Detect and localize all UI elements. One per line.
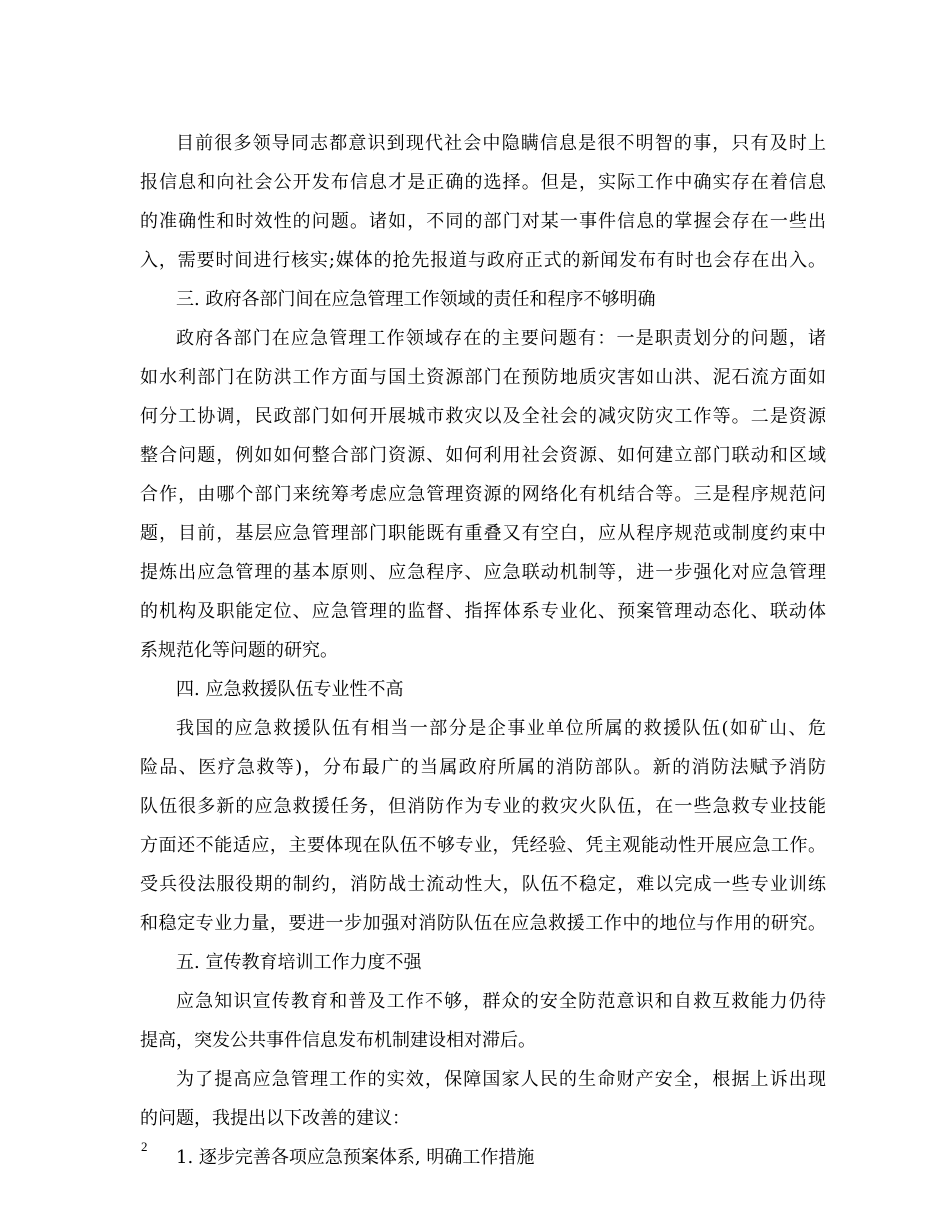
body-text	[140, 124, 826, 1177]
section-heading-4: 四. 应急救援队伍专业性不高	[176, 679, 404, 700]
paragraph-line: 为了提高应急管理工作的实效，保障国家人民的生命财产安全，根据上诉出现	[176, 1069, 826, 1090]
page-number: 2	[141, 1139, 148, 1154]
section-heading-5: 五. 宣传教育培训工作力度不强	[176, 952, 422, 973]
section-heading-3: 三. 政府各部门间在应急管理工作领域的责任和程序不够明确	[176, 289, 656, 310]
paragraph-line: 提炼出应急管理的基本原则、应急程序、应急联动机制等，进一步强化对应急管理	[140, 562, 826, 583]
paragraph-line: 政府各部门在应急管理工作领域存在的主要问题有：一是职责划分的问题，诸	[176, 328, 826, 349]
paragraph-line: 的机构及职能定位、应急管理的监督、指挥体系专业化、预案管理动态化、联动体	[140, 601, 826, 622]
paragraph-line: 险品、医疗急救等)，分布最广的当属政府所属的消防部队。新的消防法赋予消防	[140, 757, 826, 778]
paragraph-line: 的问题，我提出以下改善的建议：	[140, 1108, 410, 1129]
paragraph-line: 和稳定专业力量，要进一步加强对消防队伍在应急救援工作中的地位与作用的研究。	[140, 913, 826, 934]
list-item-1: 1. 逐步完善各项应急预案体系, 明确工作措施	[176, 1147, 535, 1168]
paragraph-line: 系规范化等问题的研究。	[140, 640, 338, 661]
paragraph-line: 整合问题，例如如何整合部门资源、如何利用社会资源、如何建立部门联动和区域	[140, 445, 826, 466]
paragraph-line: 目前很多领导同志都意识到现代社会中隐瞒信息是很不明智的事，只有及时上	[176, 133, 826, 154]
paragraph-line: 的准确性和时效性的问题。诸如，不同的部门对某一事件信息的掌握会存在一些出	[140, 211, 826, 232]
paragraph-line: 入，需要时间进行核实;媒体的抢先报道与政府正式的新闻发布有时也会存在出入。	[140, 250, 826, 271]
paragraph-line: 方面还不能适应，主要体现在队伍不够专业，凭经验、凭主观能动性开展应急工作。	[140, 835, 826, 856]
paragraph-line: 何分工协调，民政部门如何开展城市救灾以及全社会的减灾防灾工作等。二是资源	[140, 406, 826, 427]
paragraph-line: 应急知识宣传教育和普及工作不够，群众的安全防范意识和自救互救能力仍待	[176, 991, 826, 1012]
paragraph-line: 合作，由哪个部门来统筹考虑应急管理资源的网络化有机结合等。三是程序规范问	[140, 484, 826, 505]
paragraph-line: 队伍很多新的应急救援任务，但消防作为专业的救灾火队伍，在一些急救专业技能	[140, 796, 826, 817]
paragraph-line: 如水利部门在防洪工作方面与国土资源部门在预防地质灾害如山洪、泥石流方面如	[140, 367, 826, 388]
paragraph-line: 受兵役法服役期的制约，消防战士流动性大，队伍不稳定，难以完成一些专业训练	[140, 874, 826, 895]
paragraph-line: 题，目前，基层应急管理部门职能既有重叠又有空白，应从程序规范或制度约束中	[140, 523, 826, 544]
paragraph-line: 提高，突发公共事件信息发布机制建设相对滞后。	[140, 1030, 536, 1051]
paragraph-line: 报信息和向社会公开发布信息才是正确的选择。但是，实际工作中确实存在着信息	[140, 172, 826, 193]
paragraph-line: 我国的应急救援队伍有相当一部分是企事业单位所属的救援队伍(如矿山、危	[176, 718, 826, 739]
